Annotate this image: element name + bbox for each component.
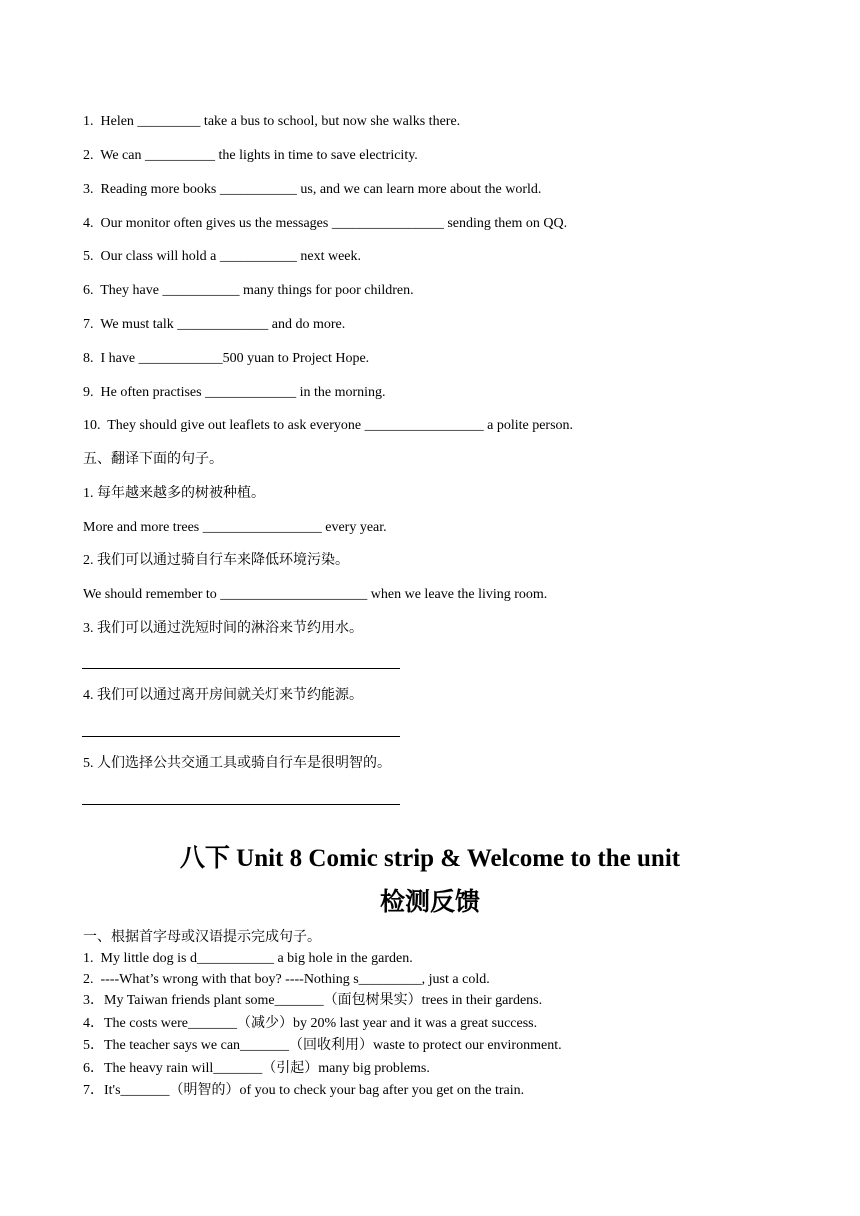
section-1-heading: 一、根据首字母或汉语提示完成句子。 <box>83 930 321 945</box>
completion-item-3: 3．My Taiwan friends plant some_______（面包树果实）trees in their gardens. <box>83 993 543 1008</box>
fill-in-item-3: 3. Reading more books ___________ us, and we can learn more about the world. <box>83 182 542 197</box>
completion-item-4: 4．The costs were_______（减少）by 20% last year and it was a great success. <box>83 1016 538 1031</box>
translation-question-3: 3. 我们可以通过洗短时间的淋浴来节约用水。 <box>83 621 363 636</box>
completion-item-1: 1. My little dog is d___________ a big hole in the garden. <box>83 951 413 966</box>
fill-in-item-5: 5. Our class will hold a ___________ next week. <box>83 249 362 264</box>
answer-blank-line-5 <box>82 804 400 805</box>
translation-question-1: 1. 每年越来越多的树被种植。 <box>83 486 265 501</box>
completion-item-2: 2. ----What’s wrong with that boy? ----Nothing s_________, just a cold. <box>83 972 490 987</box>
answer-blank-line-4 <box>82 736 400 737</box>
translation-answer-1: More and more trees _________________ every year. <box>83 520 387 535</box>
translation-question-4: 4. 我们可以通过离开房间就关灯来节约能源。 <box>83 688 363 703</box>
fill-in-item-9: 9. He often practises _____________ in the morning. <box>83 385 386 400</box>
fill-in-item-7: 7. We must talk _____________ and do more. <box>83 317 346 332</box>
fill-in-item-1: 1. Helen _________ take a bus to school, but now she walks there. <box>83 114 461 129</box>
fill-in-item-2: 2. We can __________ the lights in time to save electricity. <box>83 148 418 163</box>
unit-title: 八下 Unit 8 Comic strip & Welcome to the unit <box>179 845 681 872</box>
completion-item-6: 6．The heavy rain will_______（引起）many big problems. <box>83 1061 430 1076</box>
translation-question-2: 2. 我们可以通过骑自行车来降低环境污染。 <box>83 553 349 568</box>
fill-in-item-10: 10. They should give out leaflets to ask everyone _________________ a polite person. <box>83 418 574 433</box>
answer-blank-line-3 <box>82 668 400 669</box>
unit-subtitle: 检测反馈 <box>379 889 480 916</box>
translation-answer-2: We should remember to _____________________ when we leave the living room. <box>83 587 548 602</box>
fill-in-item-6: 6. They have ___________ many things for poor children. <box>83 283 414 298</box>
translation-question-5: 5. 人们选择公共交通工具或骑自行车是很明智的。 <box>83 756 391 771</box>
completion-item-7: 7．It's_______（明智的）of you to check your bag after you get on the train. <box>83 1083 525 1098</box>
completion-item-5: 5．The teacher says we can_______（回收利用）waste to protect our environment. <box>83 1038 562 1053</box>
fill-in-item-4: 4. Our monitor often gives us the messages ________________ sending them on QQ. <box>83 216 568 231</box>
section-5-heading: 五、翻译下面的句子。 <box>83 452 223 467</box>
fill-in-item-8: 8. I have ____________500 yuan to Project Hope. <box>83 351 370 366</box>
